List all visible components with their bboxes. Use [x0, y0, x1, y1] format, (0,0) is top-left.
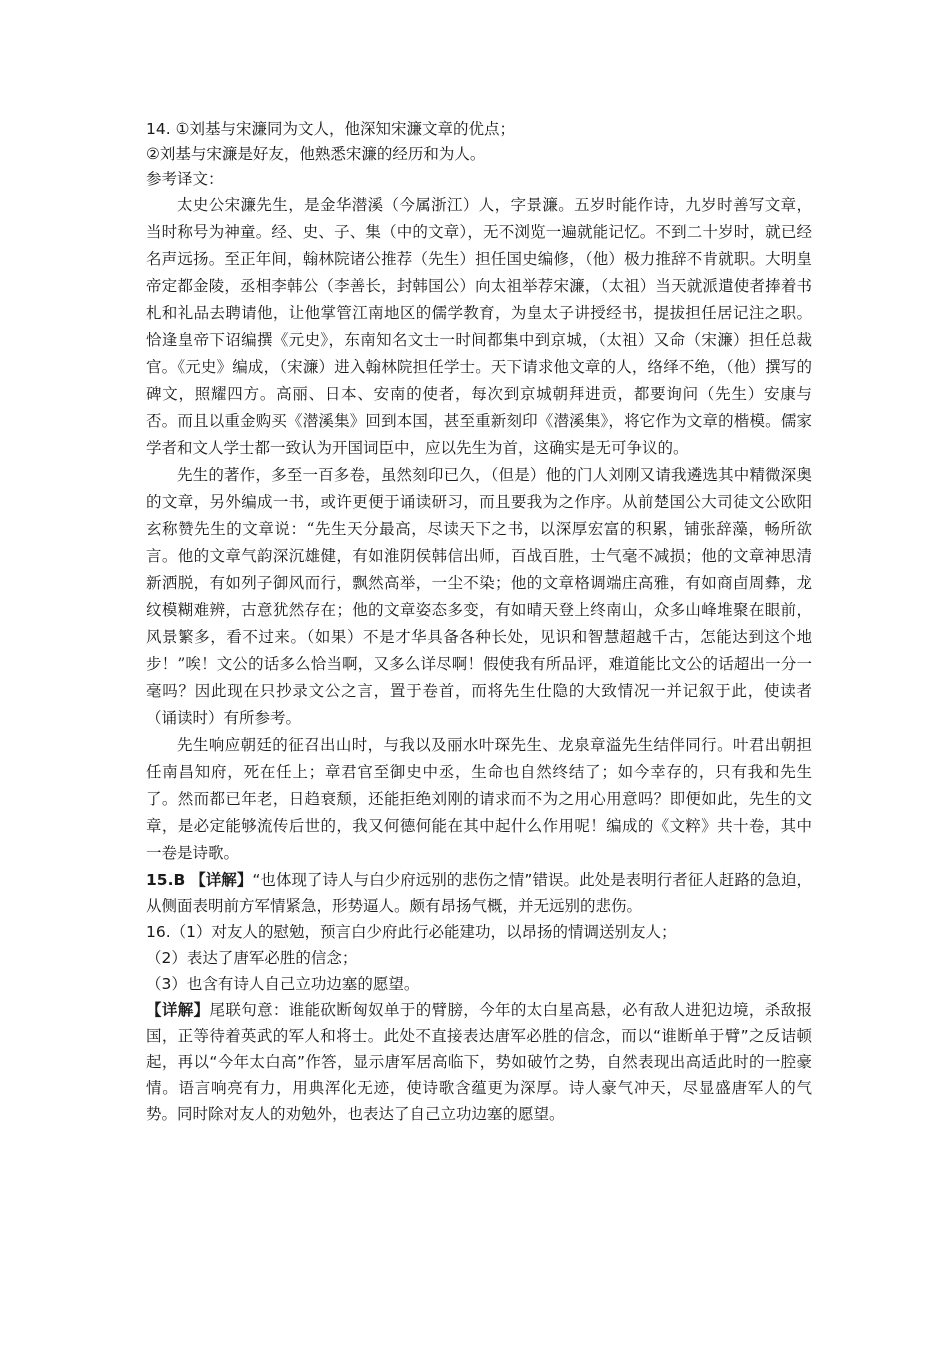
translation-paragraph-1: 太史公宋濂先生，是金华潜溪（今属浙江）人，字景濂。五岁时能作诗，九岁时善写文章，当时称号为神童。经、史、子、集（中的文章），无不浏览一遍就能记忆。不到二十岁时，就已经名声远扬。至正年间，翰林院诸公推荐（先生）担任国史编修，（他）极力推辞不肯就职。大明皇帝定都金陵，丞相李韩公（李善长，封韩国公）向太祖举荐宋濂，（太祖）当天就派遣使者捧着书札和礼品去聘请他，让他掌管江南地区的儒学教育，为皇太子讲授经书，提拔担任居记注之职。恰逢皇帝下诏编撰《元史》，东南知名文士一时间都集中到京城，（太祖）又命（宋濂）担任总裁官。《元史》编成，（宋濂）进入翰林院担任学士。天下请求他文章的人，络绎不绝，（他）撰写的碑文，照耀四方。高丽、日本、安南的使者，每次到京城朝拜进贡，都要询问（先生）安康与否。而且以重金购买《潜溪集》回到本国，甚至重新刻印《潜溪集》，将它作为文章的楷模。儒家学者和文人学士都一致认为开国词臣中，应以先生为首，这确实是无可争议的。 [146, 196, 812, 457]
q14-answer-line-1: 14. ①刘基与宋濂同为文人，他深知宋濂文章的优点； [146, 120, 515, 138]
q15-detail-tag: 【详解】 [190, 871, 253, 889]
q15-detail-text: “也体现了诗人与白少府远别的悲伤之情”错误。此处是表明行者征人赶路的急迫，从侧面表明前方军情紧急，形势逼人。颇有昂扬气概，并无远别的悲伤。 [146, 871, 812, 915]
translation-label: 参考译文： [146, 170, 224, 188]
q14-answer-line-2: ②刘基与宋濂是好友，他熟悉宋濂的经历和为人。 [146, 145, 486, 163]
q16-detail-tag: 【详解】 [146, 1001, 210, 1019]
translation-text [146, 192, 812, 867]
q16-answer-line-3: （3）也含有诗人自己立功边塞的愿望。 [146, 975, 420, 993]
q16-answer-line-2: （2）表达了唐军必胜的信念； [146, 949, 358, 967]
q16-detail-text: 尾联句意：谁能砍断匈奴单于的臂膀，今年的太白星高悬，必有敌人进犯边境，杀敌报国，正等待着英武的军人和将士。此处不直接表达唐军必胜的信念，而以“谁断单于臂”之反诘顿起，再以“今年太白高”作答，显示唐军居高临下，势如破竹之势，自然表现出高适此时的一腔豪情。语言响亮有力，用典浑化无迹，使诗歌含蕴更为深厚。诗人豪气冲天，尽显盛唐军人的气势。同时除对友人的劝勉外，也表达了自己立功边塞的愿望。 [146, 1001, 812, 1123]
answer-content [146, 117, 812, 1127]
q15-answer [146, 867, 812, 919]
q15-number: 15.B [146, 871, 186, 889]
translation-paragraph-2: 先生的著作，多至一百多卷，虽然刻印已久，（但是）他的门人刘刚又请我遴选其中精微深奥的文章，另外编成一书，或许更便于诵读研习，而且要我为之作序。从前楚国公大司徒文公欧阳玄称赞先生的文章说：“先生天分最高，尽读天下之书，以深厚宏富的积累，铺张辞藻，畅所欲言。他的文章气韵深沉雄健，有如淮阴侯韩信出师，百战百胜，士气毫不减损；他的文章神思清新洒脱，有如列子御风而行，飘然高举，一尘不染；他的文章格调端庄高雅，有如商卣周彝，龙纹模糊难辨，古意犹然存在；他的文章姿态多变，有如晴天登上终南山，众多山峰堆聚在眼前，风景繁多，看不过来。（如果）不是才华具备各种长处，见识和智慧超越千古，怎能达到这个地步！”唉！文公的话多么恰当啊，又多么详尽啊！假使我有所品评，难道能比文公的话超出一分一毫吗？因此现在只抄录文公之言，置于卷首，而将先生仕隐的大致情况一并记叙于此，使读者（诵读时）有所参考。 [146, 466, 812, 727]
q16-detail [146, 997, 812, 1127]
q16-answer-line-1: 16.（1）对友人的慰勉，预言白少府此行必能建功，以昂扬的情调送别友人； [146, 923, 677, 941]
translation-paragraph-3: 先生响应朝廷的征召出山时，与我以及丽水叶琛先生、龙泉章溢先生结伴同行。叶君出朝担任南昌知府，死在任上；章君官至御史中丞，生命也自然终结了；如今幸存的，只有我和先生了。然而都已年老，日趋衰颓，还能拒绝刘刚的请求而不为之用心用意吗？即便如此，先生的文章，是必定能够流传后世的，我又何德何能在其中起什么作用呢！编成的《文粹》共十卷，其中一卷是诗歌。 [146, 736, 812, 862]
